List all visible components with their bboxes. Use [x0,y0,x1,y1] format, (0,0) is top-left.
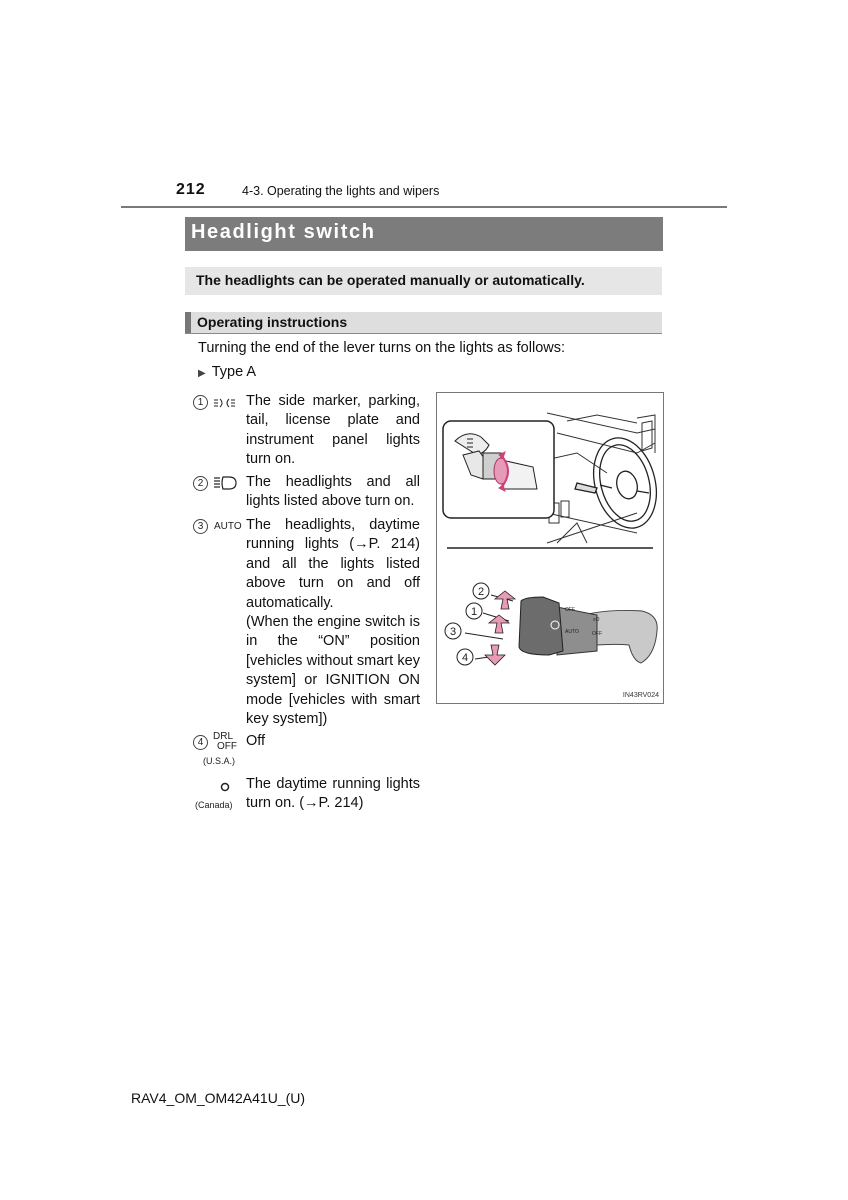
arrow-up-2 [495,591,515,609]
section-heading-bar [185,312,662,334]
canada-item-text: The daytime running lights turn on. (→P. 214) [246,776,420,812]
header-rule [121,206,727,208]
item-number-1: 1 [193,395,208,410]
item-3-note: (When the engine switch is in the “ON” position [vehicles without smart key system] or IGNITION ON mode [vehicles with smart key system]) [246,614,420,728]
callout-1-label: 1 [470,606,478,618]
item-3-text: The headlights, daytime running lights (→P. 214) and all the lights listed above turn on and off automatically. [246,517,420,611]
arrow-down-4 [485,645,505,665]
type-label [198,364,256,380]
region-usa: (U.S.A.) [203,756,236,766]
triangle-bullet-icon: ▶ [198,368,206,379]
headlight-icon [213,475,239,491]
off-icon-text: OFF [217,741,237,752]
side-marker-lights-icon [214,397,240,409]
summary-text: The headlights can be operated manually or automatically. [196,272,585,288]
section-heading: Operating instructions [197,314,348,330]
small-circle-icon [219,781,231,793]
running-head: 4-3. Operating the lights and wipers [242,184,440,198]
summary-box [185,267,662,295]
drl-off-icon [213,732,237,752]
region-canada: (Canada) [195,800,233,810]
arrow-up-1 [489,615,509,633]
svg-text:≡D: ≡D [593,617,600,623]
auto-icon-label: AUTO [214,521,242,532]
callout-1 [466,603,482,619]
drl-icon-text: DRL [213,731,234,742]
callout-3 [445,623,461,639]
footer-doc-id: RAV4_OM_OM42A41U_(U) [131,1090,306,1106]
lever-closeup [519,597,657,663]
item-number-3: 3 [193,519,208,534]
svg-text:OFF: OFF [565,607,575,613]
type-label-text: Type A [211,364,257,380]
callout-2 [473,583,489,599]
section-accent [185,312,191,333]
item-1-text: The side marker, parking, tail, license plate and instrument panel lights turn on. [246,393,420,468]
item-2-text: The headlights and all lights listed above turn on. [246,474,420,510]
page-number: 212 [176,181,206,198]
callout-3-label: 3 [449,626,457,638]
headlight-lever-figure [436,392,664,704]
steering-wheel [575,431,663,535]
intro-text: Turning the end of the lever turns on the lights as follows: [198,340,566,356]
svg-text:OFF: OFF [592,631,602,637]
callout-2-label: 2 [477,586,485,598]
figure-illustration [437,393,663,703]
title-bar [185,217,663,251]
item-4-text: Off [246,733,266,749]
item-number-4: 4 [193,735,208,750]
page-title: Headlight switch [191,221,376,243]
figure-id: IN43RV024 [622,692,659,699]
callout-4 [457,649,473,665]
item-number-2: 2 [193,476,208,491]
svg-text:AUTO: AUTO [565,629,579,635]
callout-4-label: 4 [461,652,469,664]
